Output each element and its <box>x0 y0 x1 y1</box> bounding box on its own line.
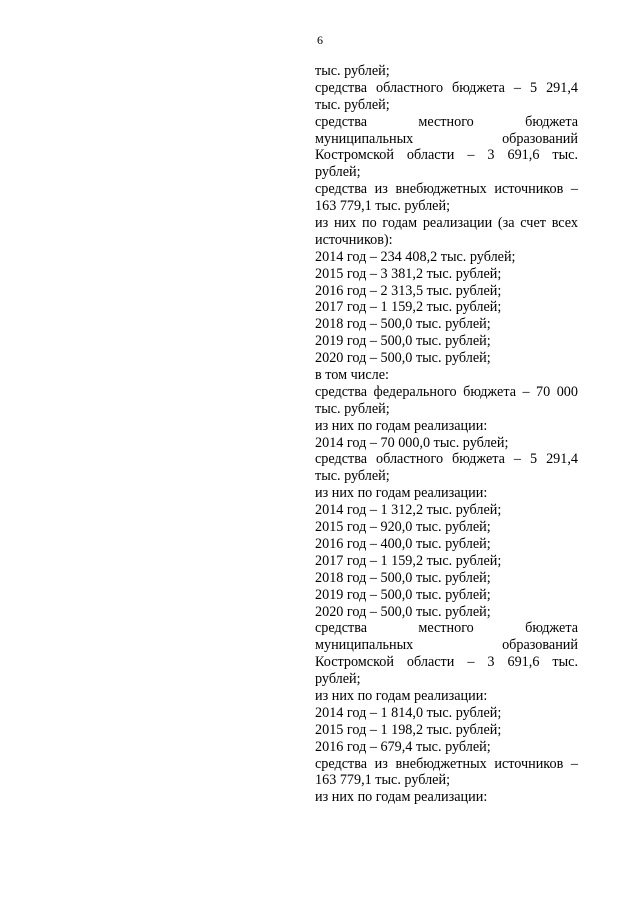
text-line: в том числе: <box>315 367 389 384</box>
text-line: 2017 год – 1 159,2 тыс. рублей; <box>315 552 502 569</box>
text-line: тыс. рублей; <box>315 400 390 417</box>
text-line: рублей; <box>315 671 361 688</box>
text-line: 2014 год – 1 814,0 тыс. рублей; <box>315 704 502 721</box>
text-line: 2016 год – 400,0 тыс. рублей; <box>315 535 491 552</box>
text-line: средства местного бюджета <box>315 620 578 637</box>
text-line: 2014 год – 234 408,2 тыс. рублей; <box>315 248 516 265</box>
text-line: средства местного бюджета <box>315 113 578 130</box>
text-line: 2015 год – 3 381,2 тыс. рублей; <box>315 265 502 282</box>
text-line: 2018 год – 500,0 тыс. рублей; <box>315 569 491 586</box>
text-line: тыс. рублей; <box>315 468 390 485</box>
text-line: из них по годам реализации: <box>315 789 488 806</box>
text-line: средства федерального бюджета – 70 000 <box>315 383 578 400</box>
text-line: средства областного бюджета – 5 291,4 <box>315 79 578 96</box>
text-line: муниципальных образований <box>315 130 578 147</box>
text-line: рублей; <box>315 164 361 181</box>
text-line: средства областного бюджета – 5 291,4 <box>315 451 578 468</box>
text-line: из них по годам реализации (за счет всех <box>315 215 578 232</box>
text-line: из них по годам реализации: <box>315 485 488 502</box>
text-line: 2019 год – 500,0 тыс. рублей; <box>315 333 491 350</box>
text-line: 2020 год – 500,0 тыс. рублей; <box>315 350 491 367</box>
text-line: 2020 год – 500,0 тыс. рублей; <box>315 603 491 620</box>
text-line: Костромской области – 3 691,6 тыс. <box>315 654 578 671</box>
text-line: 2019 год – 500,0 тыс. рублей; <box>315 586 491 603</box>
text-line: средства из внебюджетных источников – <box>315 755 578 772</box>
page-number: 6 <box>317 33 323 47</box>
text-line: 2016 год – 2 313,5 тыс. рублей; <box>315 282 502 299</box>
text-line: Костромской области – 3 691,6 тыс. <box>315 147 578 164</box>
text-line: источников): <box>315 231 393 248</box>
text-line: из них по годам реализации: <box>315 687 488 704</box>
text-line: из них по годам реализации: <box>315 417 488 434</box>
text-line: муниципальных образований <box>315 637 578 654</box>
text-line: 2018 год – 500,0 тыс. рублей; <box>315 316 491 333</box>
text-line: 163 779,1 тыс. рублей; <box>315 198 451 215</box>
text-line: 2016 год – 679,4 тыс. рублей; <box>315 738 491 755</box>
text-line: 163 779,1 тыс. рублей; <box>315 772 451 789</box>
text-line: 2015 год – 1 198,2 тыс. рублей; <box>315 721 502 738</box>
financing-text-column <box>315 63 578 806</box>
text-line: 2014 год – 70 000,0 тыс. рублей; <box>315 434 509 451</box>
text-line: тыс. рублей; <box>315 63 390 79</box>
text-line: 2014 год – 1 312,2 тыс. рублей; <box>315 502 502 519</box>
text-line: средства из внебюджетных источников – <box>315 181 578 198</box>
text-line: тыс. рублей; <box>315 96 390 113</box>
text-line: 2015 год – 920,0 тыс. рублей; <box>315 519 491 536</box>
text-line: 2017 год – 1 159,2 тыс. рублей; <box>315 299 502 316</box>
